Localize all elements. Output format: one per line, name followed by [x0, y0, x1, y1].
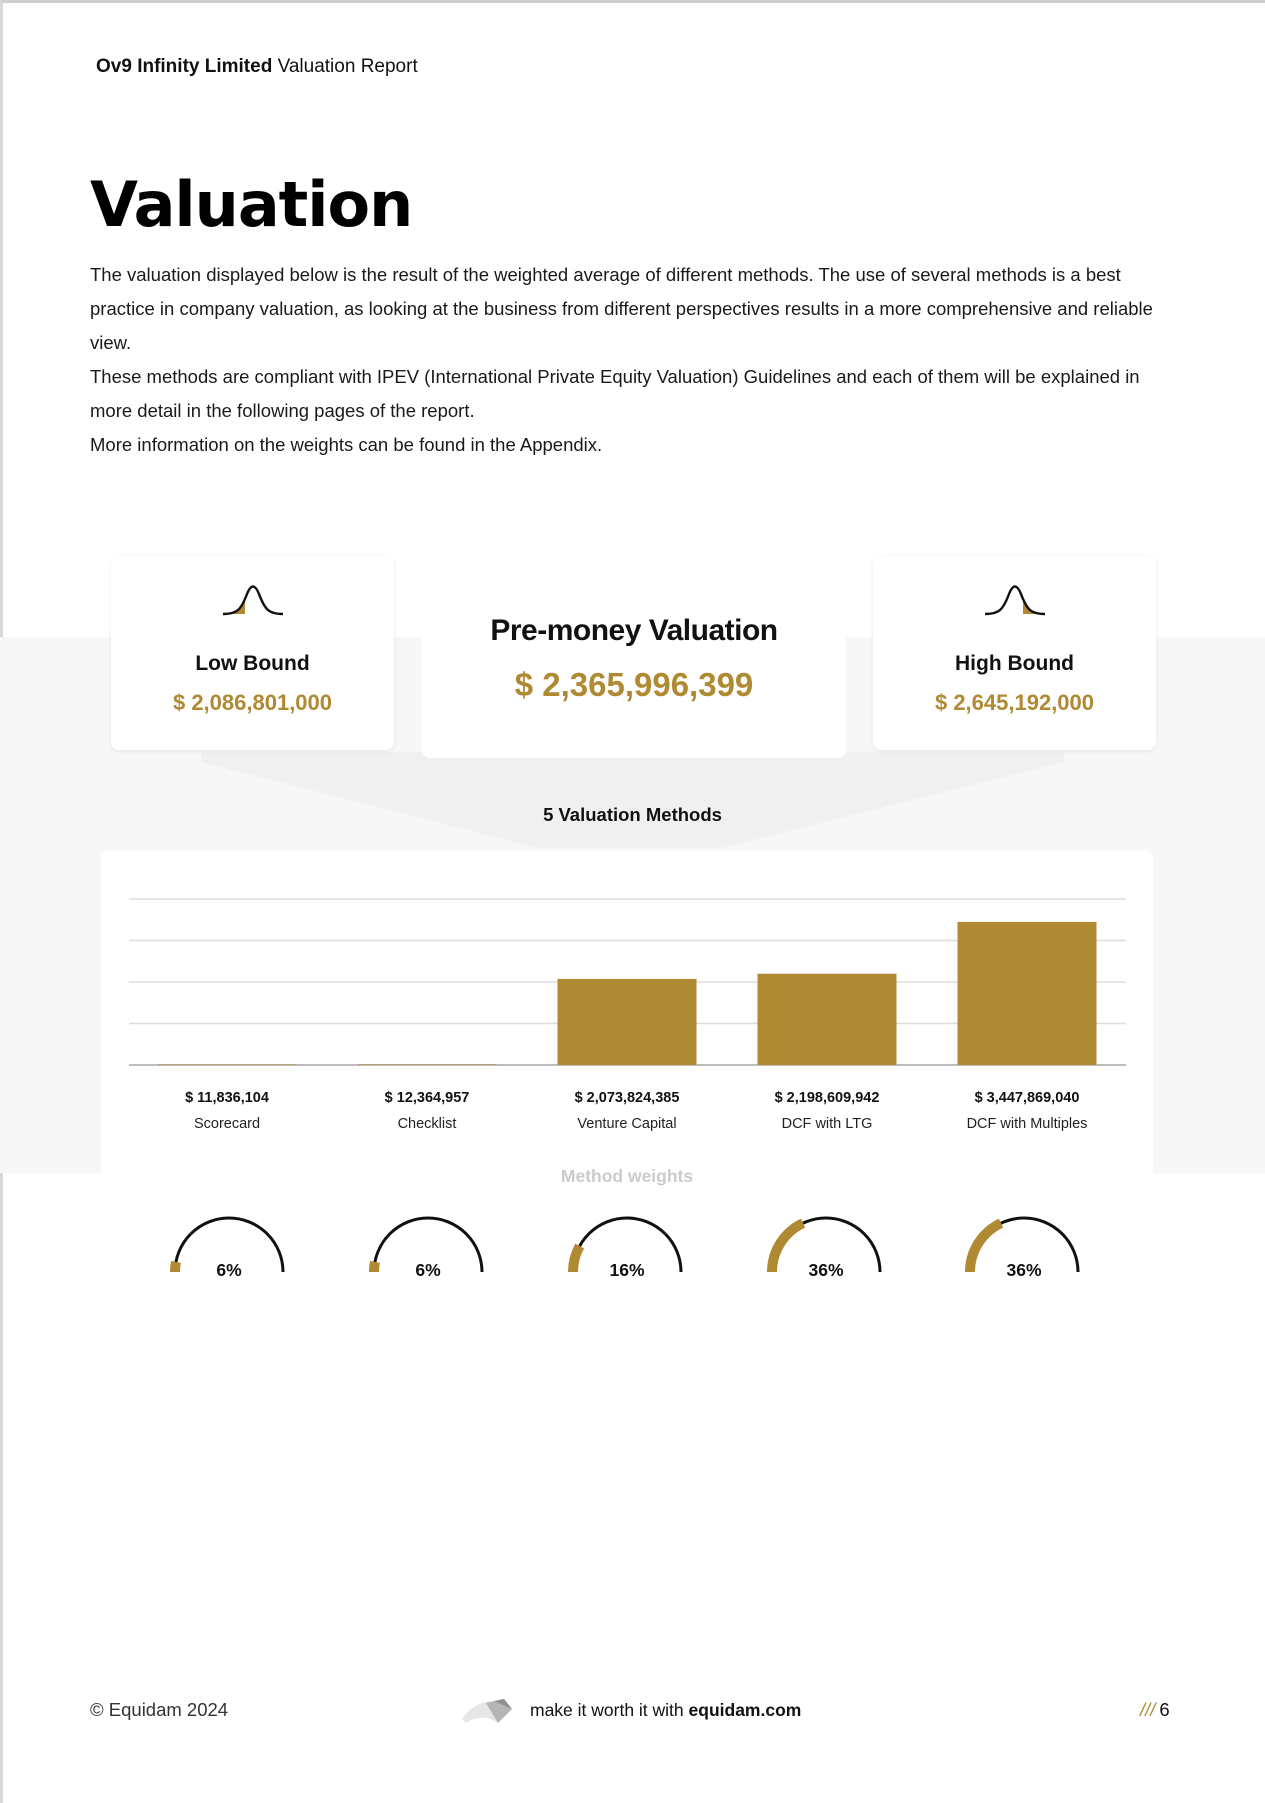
weight-gauge-dcf-ltg	[764, 1210, 888, 1278]
weight-pct-dcf-multiples: 36%	[1006, 1260, 1042, 1280]
weight-gauge-dcf-multiples	[962, 1210, 1086, 1278]
method-name-dcf-multiples: DCF with Multiples	[966, 1116, 1088, 1132]
bell-curve-high-icon	[983, 582, 1047, 616]
intro-paragraph-2: These methods are compliant with IPEV (International Private Equity Valuation) Guidelines and each of them will be explained in more detail in the following pages of the report.	[90, 366, 1140, 421]
method-value-dcf-multiples: $ 3,447,869,040	[974, 1090, 1080, 1106]
high-bound-card	[873, 556, 1156, 750]
footer-slogan-text	[530, 1700, 801, 1721]
methods-title: 5 Valuation Methods	[543, 804, 722, 825]
footer-copyright: © Equidam 2024	[90, 1699, 229, 1720]
method-name-venture-capital: Venture Capital	[577, 1116, 677, 1132]
weight-gauge-venture-capital	[565, 1210, 689, 1278]
weight-pct-checklist: 6%	[415, 1260, 441, 1280]
weight-pct-scorecard: 6%	[216, 1260, 242, 1280]
method-value-dcf-ltg: $ 2,198,609,942	[774, 1090, 880, 1106]
weight-gauge-scorecard	[167, 1210, 291, 1278]
page-number-value: 6	[1159, 1699, 1170, 1720]
low-bound-label: Low Bound	[195, 652, 310, 675]
chart-bar-dcf-with-multiples	[958, 922, 1097, 1065]
pre-money-card	[422, 594, 846, 758]
chart-bar-dcf-with-ltg	[758, 974, 897, 1065]
chart-bar-venture-capital	[558, 979, 697, 1065]
method-value-scorecard: $ 11,836,104	[185, 1090, 269, 1106]
footer-slogan-brand: equidam.com	[688, 1699, 802, 1720]
bell-curve-low-icon	[221, 582, 285, 616]
high-bound-value: $ 2,645,192,000	[934, 690, 1095, 715]
method-weights-title: Method weights	[560, 1166, 694, 1186]
low-bound-card	[111, 556, 394, 750]
intro-paragraph-3: More information on the weights can be found in the Appendix.	[90, 434, 603, 455]
intro-paragraph-1: The valuation displayed below is the result of the weighted average of different methods. The use of several methods is a best practice in company valuation, as looking at the business from different perspectives results in a more comprehensive and reliable view.	[90, 264, 1153, 353]
method-column-scorecard	[127, 1090, 327, 1132]
method-column-dcf-multiples	[927, 1090, 1127, 1132]
pre-money-value: $ 2,365,996,399	[514, 666, 754, 703]
method-name-dcf-ltg: DCF with LTG	[781, 1116, 873, 1132]
method-column-checklist	[327, 1090, 527, 1132]
equidam-logo-icon	[460, 1695, 516, 1725]
weight-pct-dcf-ltg: 36%	[808, 1260, 844, 1280]
footer-slogan-prefix: make it worth it with	[530, 1699, 684, 1720]
weight-pct-venture-capital: 16%	[609, 1260, 645, 1280]
pre-money-label: Pre-money Valuation	[490, 614, 778, 647]
method-name-scorecard: Scorecard	[193, 1116, 261, 1132]
footer-slogan	[460, 1692, 801, 1728]
page-slashes: ///	[1140, 1699, 1156, 1720]
page-title: Valuation	[90, 168, 413, 241]
method-value-checklist: $ 12,364,957	[384, 1090, 470, 1106]
weight-gauge-checklist	[366, 1210, 490, 1278]
chart-bar-checklist	[358, 1064, 497, 1065]
company-name: Ov9 Infinity Limited	[96, 56, 273, 77]
high-bound-label: High Bound	[955, 652, 1074, 675]
method-column-venture-capital	[527, 1090, 727, 1132]
report-type: Valuation Report	[277, 56, 418, 77]
page-number	[1140, 1699, 1170, 1721]
method-name-checklist: Checklist	[397, 1116, 457, 1132]
method-column-dcf-ltg	[727, 1090, 927, 1132]
low-bound-value: $ 2,086,801,000	[172, 690, 333, 715]
method-value-venture-capital: $ 2,073,824,385	[574, 1090, 680, 1106]
